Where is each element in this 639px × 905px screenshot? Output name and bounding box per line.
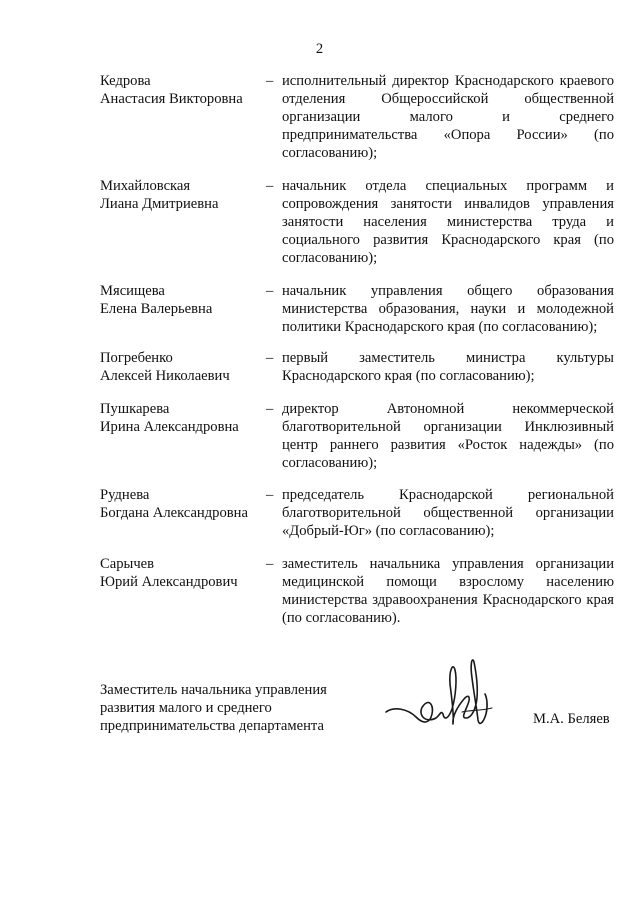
surname: Михайловская: [100, 178, 191, 194]
member-role: председатель Краснодарской региональной благотворительной общественной организации «Добрый-Юг» (по согласованию);: [282, 487, 614, 539]
member-role: первый заместитель министра культуры Краснодарского края (по согласованию);: [282, 350, 614, 384]
member-role: заместитель начальника управления организации медицинской помощи взрослому населению министерства здравоохранения Краснодарского края (по согласованию).: [282, 556, 614, 626]
given-names: Лиана Дмитриевна: [100, 196, 219, 212]
dash: –: [266, 556, 274, 572]
surname: Руднева: [100, 487, 150, 503]
dash: –: [266, 350, 274, 366]
member-name: [100, 486, 265, 522]
given-names: Богдана Александровна: [100, 505, 248, 521]
member-role: начальник отдела специальных программ и сопровождения занятости инвалидов управления занятости населения министерства труда и социального развития Краснодарского края (по согласованию);: [282, 178, 614, 266]
page-number: 2: [315, 41, 324, 57]
signatory-title: [100, 681, 360, 735]
member-name: [100, 72, 265, 108]
dash: –: [266, 73, 274, 89]
surname: Сарычев: [100, 556, 155, 572]
signatory-title-line: предпринимательства департамента: [100, 718, 324, 734]
member-name: [100, 177, 265, 213]
dash: –: [266, 283, 274, 299]
member-role: начальник управления общего образования министерства образования, науки и молодежной политики Краснодарского края (по согласованию);: [282, 283, 614, 335]
member-name: [100, 555, 265, 591]
given-names: Ирина Александровна: [100, 419, 239, 435]
dash: –: [266, 401, 274, 417]
signatory-title-line: развития малого и среднего: [100, 700, 272, 716]
surname: Мясищева: [100, 283, 165, 299]
surname: Пушкарева: [100, 401, 170, 417]
member-name: [100, 400, 265, 436]
member-role: исполнительный директор Краснодарского краевого отделения Общероссийской общественной организации малого и среднего предпринимательства «Опора России» (по согласованию);: [282, 73, 614, 161]
member-name: [100, 349, 265, 385]
dash: –: [266, 487, 274, 503]
signatory-name: М.А. Беляев: [533, 711, 610, 727]
surname: Кедрова: [100, 73, 151, 89]
member-name: [100, 282, 265, 318]
dash: –: [266, 178, 274, 194]
member-role: директор Автономной некоммерческой благотворительной организации Инклюзивный центр раннего развития «Росток надежды» (по согласованию);: [282, 401, 614, 471]
signatory-title-line: Заместитель начальника управления: [100, 682, 327, 698]
given-names: Юрий Александрович: [100, 574, 238, 590]
given-names: Елена Валерьевна: [100, 301, 213, 317]
given-names: Анастасия Викторовна: [100, 91, 243, 107]
surname: Погребенко: [100, 350, 173, 366]
given-names: Алексей Николаевич: [100, 368, 230, 384]
handwritten-signature: [380, 654, 505, 739]
